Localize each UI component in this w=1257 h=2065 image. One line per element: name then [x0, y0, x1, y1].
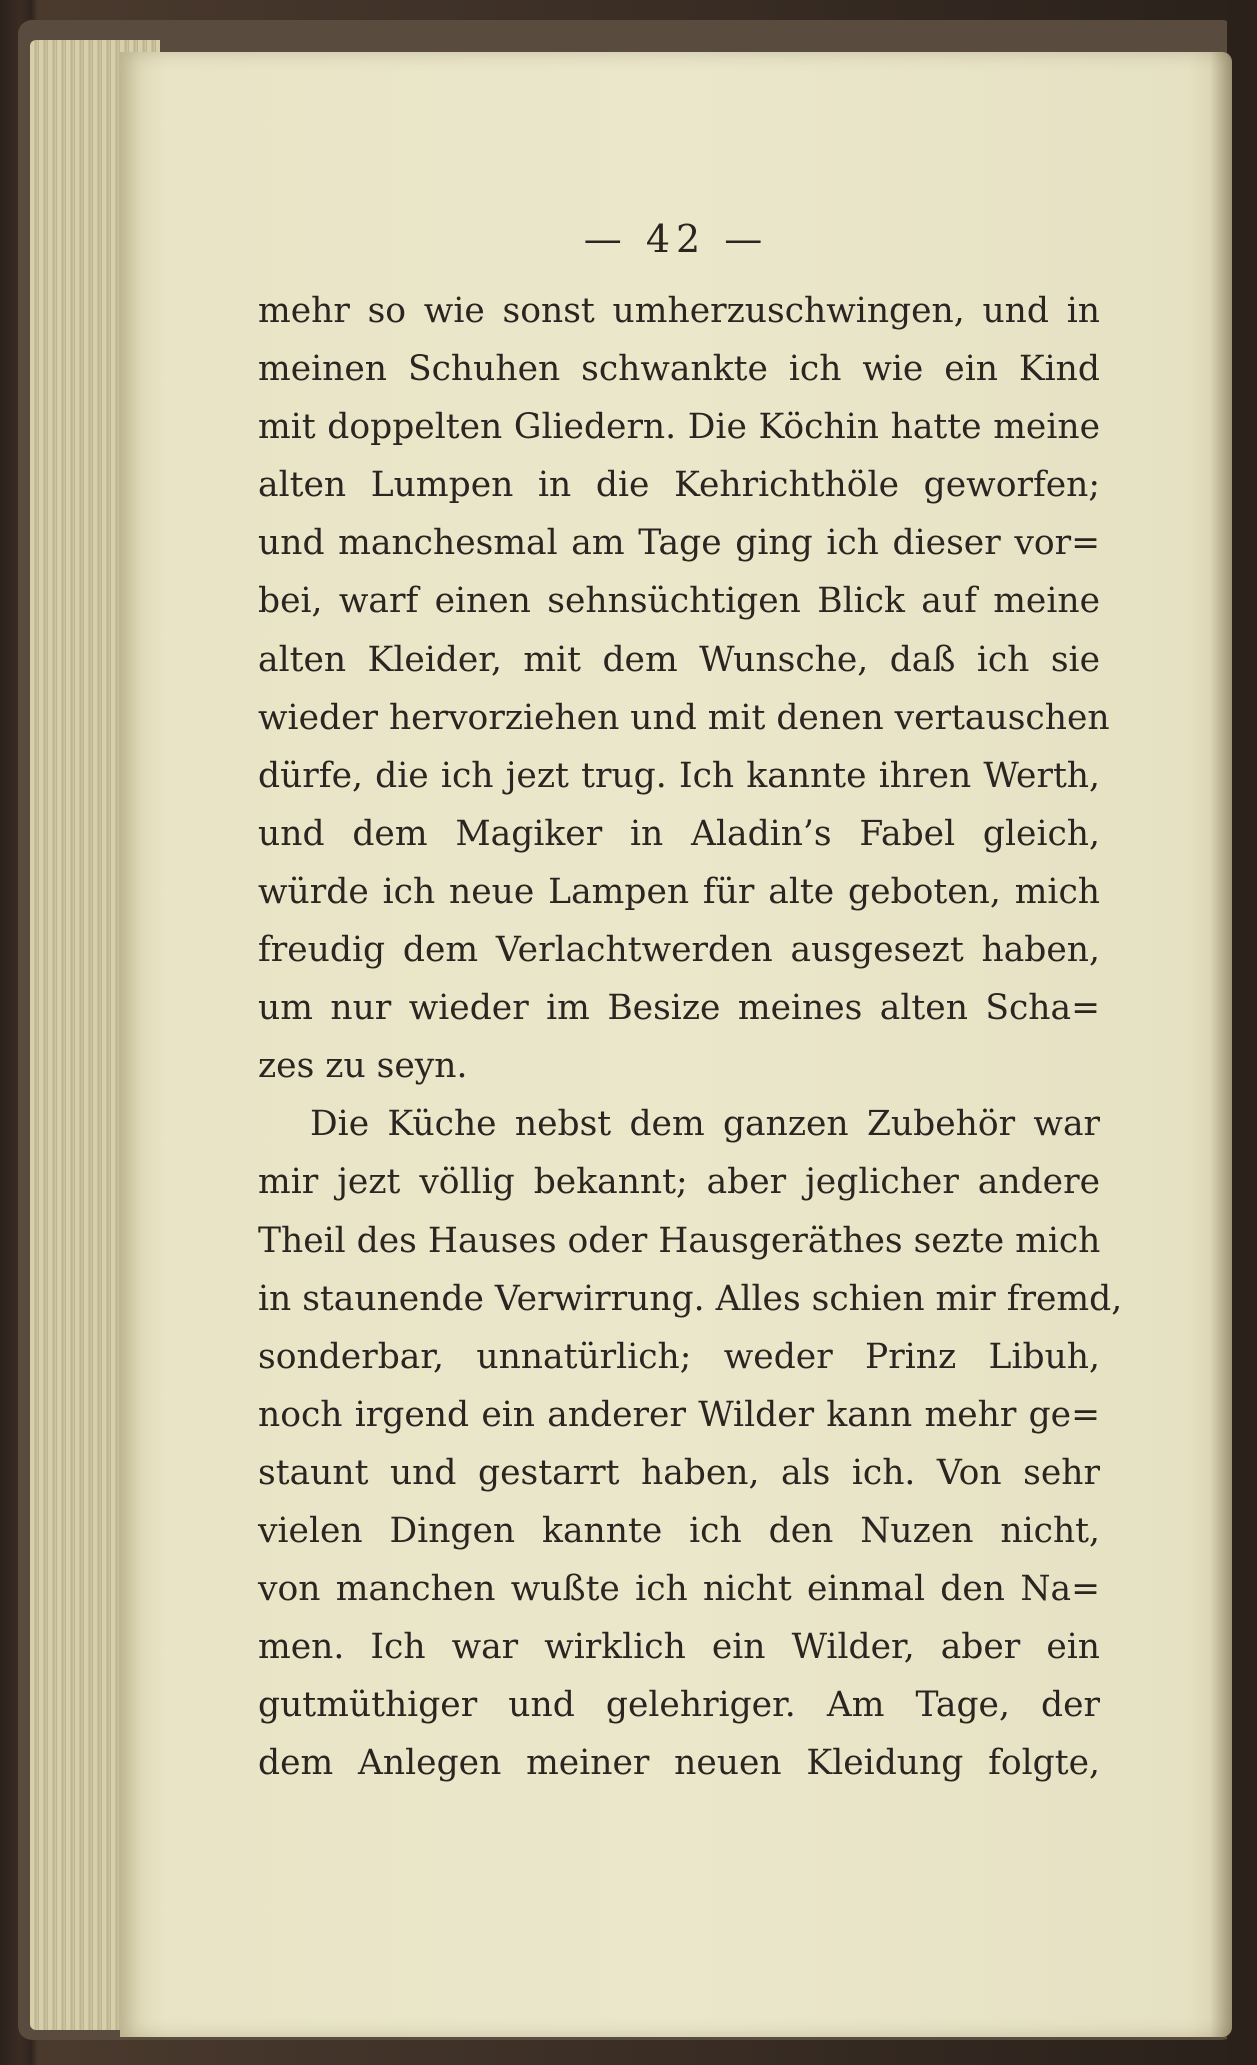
text-line: dürfe, die ich jezt trug. Ich kannte ihren Werth, [258, 755, 1100, 796]
text-line: wieder hervorziehen und mit denen vertauschen [258, 697, 1110, 738]
text-line: dem Anlegen meiner neuen Kleidung folgte, [258, 1743, 1100, 1784]
text-line: bei, warf einen sehnsüchtigen Blick auf meine [258, 581, 1100, 622]
text-line: men. Ich war wirklich ein Wilder, aber ein [258, 1627, 1100, 1668]
text-line: mir jezt völlig bekannt; aber jeglicher andere [258, 1162, 1100, 1203]
text-line: mit doppelten Gliedern. Die Köchin hatte meine [258, 407, 1100, 448]
text-line: würde ich neue Lampen für alte geboten, mich [258, 871, 1100, 912]
text-line: zes zu seyn. [258, 1046, 468, 1087]
text-line: vielen Dingen kannte ich den Nuzen nicht, [258, 1510, 1100, 1551]
text-line: in staunende Verwirrung. Alles schien mir fremd, [258, 1278, 1123, 1319]
text-line: um nur wieder im Besize meines alten Scha= [258, 988, 1100, 1029]
text-line: staunt und gestarrt haben, als ich. Von sehr [258, 1452, 1100, 1493]
text-line: von manchen wußte ich nicht einmal den Na= [258, 1569, 1100, 1610]
text-line: gutmüthiger und gelehriger. Am Tage, der [258, 1685, 1100, 1726]
paragraph-2 [258, 1095, 1123, 1792]
page-text [258, 282, 1123, 1792]
text-line: mehr so wie sonst umherzuschwingen, und in [258, 291, 1100, 331]
text-line: sonderbar, unnatürlich; weder Prinz Libuh, [258, 1336, 1100, 1377]
text-line: alten Lumpen in die Kehrichthöle geworfen; [258, 465, 1100, 506]
text-line: noch irgend ein anderer Wilder kann mehr ge= [258, 1394, 1100, 1435]
text-line: Theil des Hauses oder Hausgeräthes sezte mich [258, 1220, 1101, 1261]
text-line: und dem Magiker in Aladin’s Fabel gleich, [258, 813, 1100, 854]
text-line: meinen Schuhen schwankte ich wie ein Kind [258, 349, 1100, 390]
text-line: freudig dem Verlachtwerden ausgesezt haben, [258, 930, 1100, 971]
text-line: und manchesmal am Tage ging ich dieser vor= [258, 523, 1100, 564]
text-line: alten Kleider, mit dem Wunsche, daß ich sie [258, 639, 1100, 680]
page-number: — 42 — [583, 217, 769, 261]
text-line: Die Küche nebst dem ganzen Zubehör war [310, 1104, 1100, 1145]
paragraph-1 [258, 282, 1110, 1095]
